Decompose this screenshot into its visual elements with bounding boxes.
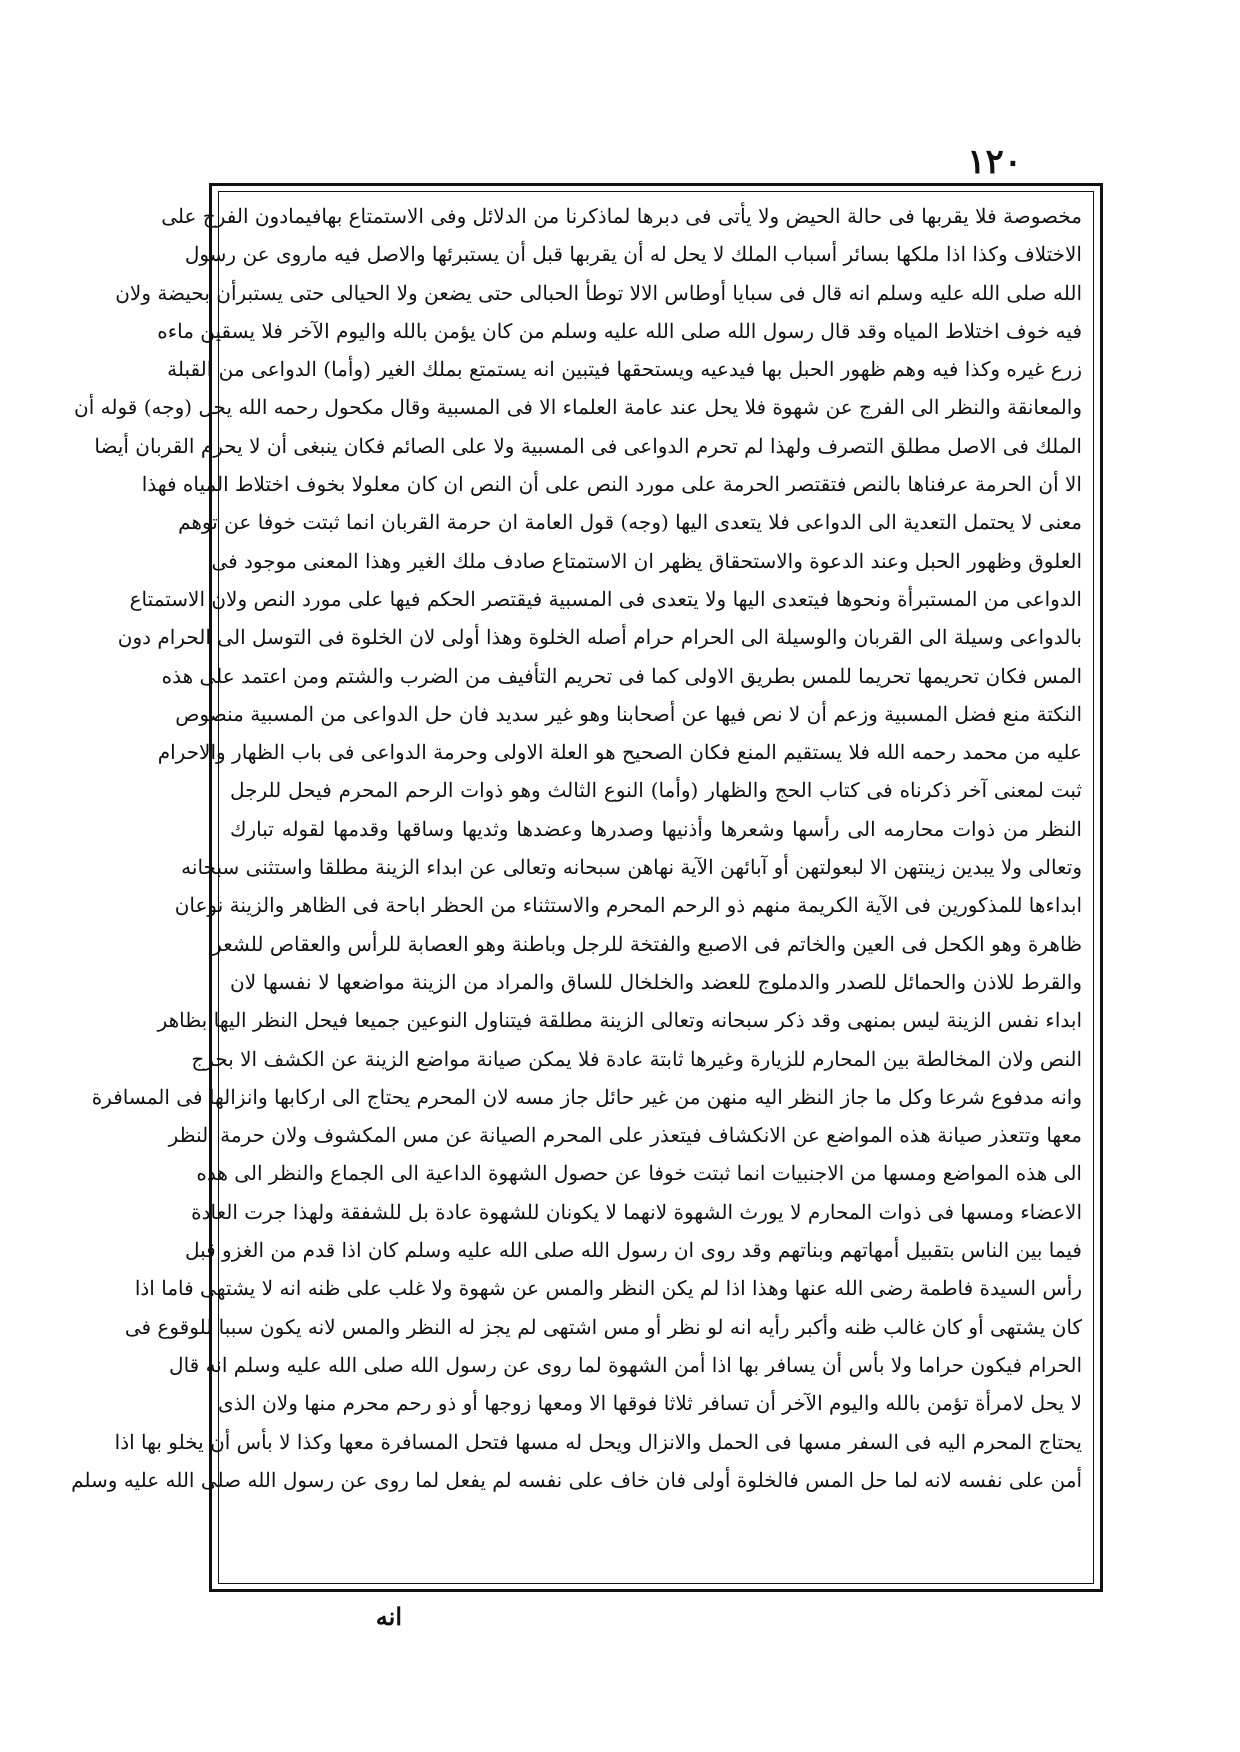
text-line: وانه مدفوع شرعا وكل ما جاز النظر اليه منهن من غير حائل جاز مسه لان المحرم يحتاج الى اركابها وانزالها فى المسافرة bbox=[91, 1084, 1082, 1109]
text-line: الى هذه المواضع ومسها من الاجنبيات انما ثبتت خوفا عن حصول الشهوة الداعية الى الجماع والنظر الى هذه bbox=[196, 1161, 1082, 1186]
text-line: الله صلى الله عليه وسلم انه قال فى سبايا أوطاس الالا توطأ الحبالى حتى يضعن ولا الحيالى حتى يستبرأن بحيضة ولان bbox=[115, 280, 1082, 305]
text-line: المس فكان تحريمها تحريما للمس بطريق الاولى كما فى تحريم التأفيف من الضرب والشتم ومن اعتمد على هذه bbox=[161, 663, 1082, 688]
text-line: ابداء نفس الزينة ليس بمنهى وقد ذكر سبحانه وتعالى الزينة مطلقة فيتناول النوعين جميعا فيحل النظر اليها بظاهر bbox=[157, 1008, 1082, 1033]
text-line: النظر من ذوات محارمه الى رأسها وشعرها وأذنيها وصدرها وعضدها وثديها وساقها وقدمها لقوله تبارك bbox=[230, 816, 1082, 841]
text-line: ظاهرة وهو الكحل فى العين والخاتم فى الاصبع والفتخة للرجل وباطنة وهو العصابة للرأس والعقاص للشعر bbox=[212, 931, 1082, 956]
catchword: انه bbox=[375, 1602, 402, 1631]
text-line: لا يحل لامرأة تؤمن بالله واليوم الآخر أن تسافر ثلاثا فوقها الا ومعها زوجها أو ذو رحم محرم منها ولان الذى bbox=[217, 1391, 1082, 1416]
text-line: الملك فى الاصل مطلق التصرف ولهذا لم تحرم الدواعى فى المسبية ولا على الصائم فكان ينبغى أن لا يحرم القربان أيضا bbox=[94, 433, 1082, 458]
text-line: الحرام فيكون حراما ولا بأس أن يسافر بها اذا أمن الشهوة لما روى عن رسول الله صلى الله عليه وسلم انه قال bbox=[169, 1352, 1082, 1377]
main-text bbox=[71, 197, 1086, 1577]
text-line: ثبت لمعنى آخر ذكرناه فى كتاب الحج والظهار (وأما) النوع الثالث وهو ذوات الرحم المحرم فيحل للرجل bbox=[230, 778, 1082, 803]
text-line: ابداءها للمذكورين فى الآية الكريمة منهم ذو الرحم المحرم والاستثناء من الحظر اباحة فى الظاهر والزينة نوعان bbox=[174, 893, 1082, 918]
text-line: معها وتتعذر صيانة هذه المواضع عن الانكشاف فيتعذر على المحرم الصيانة عن مس المكشوف ولان حرمة النظر bbox=[168, 1123, 1082, 1148]
text-line bbox=[230, 1537, 1082, 1575]
text-line: مخصوصة فلا يقربها فى حالة الحيض ولا يأتى فى دبرها لماذكرنا من الدلائل وفى الاستمتاع بهافيمادون الفرج على bbox=[161, 204, 1082, 228]
text-line: معنى لا يحتمل التعدية الى الدواعى فلا يتعدى اليها (وجه) قول العامة ان حرمة القربان انما ثبتت خوفا عن توهم bbox=[178, 510, 1082, 535]
text-line: وتعالى ولا يبدين زينتهن الا لبعولتهن أو آبائهن الآية نهاهن سبحانه وتعالى عن ابداء الزينة مطلقا واستثنى سبحانه bbox=[181, 855, 1082, 880]
text-line: زرع غيره وكذا فيه وهم ظهور الحبل بها فيدعيه ويستحقها فيتبين انه يستمتع بملك الغير (وأما) الدواعى من القبلة bbox=[167, 357, 1082, 382]
text-line: النكتة منع فضل المسبية وزعم أن لا نص فيها عن أصحابنا وهو غير سديد فان حل الدواعى من المسبية منصوص bbox=[175, 701, 1082, 726]
page-number: ١٢٠ bbox=[967, 142, 1022, 182]
text-line: الدواعى من المستبرأة ونحوها فيتعدى اليها ولا يتعدى فى المسبية فيقتصر الحكم فيها على مورد النص ولان الاستمتاع bbox=[129, 586, 1082, 611]
text-line bbox=[230, 1499, 1082, 1537]
text-line: الاختلاف وكذا اذا ملكها بسائر أسباب الملك لا يحل له أن يقربها قبل أن يستبرئها والاصل فيه ماروى عن رسول bbox=[184, 242, 1082, 267]
text-line: كان يشتهى أو كان غالب ظنه وأكبر رأيه انه لو نظر أو مس اشتهى لم يجز له النظر والمس لانه يكون سببا للوقوع فى bbox=[124, 1314, 1082, 1339]
text-line: عليه من محمد رحمه الله فلا يستقيم المنع فكان الصحيح هو العلة الاولى وحرمة الدواعى فى باب الظهار والاحرام bbox=[157, 740, 1082, 765]
text-line: والقرط للاذن والحمائل للصدر والدملوج للعضد والخلخال للساق والمراد من الزينة مواضعها لا نفسها لان bbox=[230, 969, 1082, 994]
text-line: يحتاج المحرم اليه فى السفر مسها فى الحمل والانزال ويحل له مسها فتحل المسافرة معها وكذا لا بأس أن يخلو بها اذا bbox=[114, 1429, 1082, 1454]
text-line: الاعضاء ومسها فى ذوات المحارم لا يورث الشهوة لانهما لا يكونان للشهوة عادة بل للشفقة ولهذا جرت العادة bbox=[191, 1199, 1082, 1224]
text-line: فيما بين الناس بتقبيل أمهاتهم وبناتهم وقد روى ان رسول الله صلى الله عليه وسلم كان اذا قدم من الغزو قبل bbox=[184, 1238, 1082, 1263]
text-line: أمن على نفسه لانه لما حل المس فالخلوة أولى فان خاف على نفسه لم يفعل لما روى عن رسول الله صلى الله عليه وسلم bbox=[71, 1467, 1082, 1492]
text-line: رأس السيدة فاطمة رضى الله عنها وهذا اذا لم يكن النظر والمس عن شهوة ولا غلب على ظنه انه لا يشتهى فاما اذا bbox=[134, 1276, 1082, 1301]
text-line: والمعانقة والنظر الى الفرج عن شهوة فلا يحل عند عامة العلماء الا فى المسبية وقال مكحول رحمه الله يحل (وجه) قوله أن bbox=[74, 395, 1082, 420]
text-line: بالدواعى وسيلة الى القربان والوسيلة الى الحرام حرام أصله الخلوة وهذا أولى لان الخلوة فى التوسل الى الحرام دون bbox=[117, 625, 1082, 650]
text-line: الا أن الحرمة عرفناها بالنص فتقتصر الحرمة على مورد النص على أن النص ان كان معلولا بخوف اختلاط المياه فهذا bbox=[141, 472, 1082, 497]
text-line: النص ولان المخالطة بين المحارم للزيارة وغيرها ثابتة عادة فلا يمكن صيانة مواضع الزينة عن الكشف الا بحرج bbox=[191, 1046, 1082, 1071]
text-line: العلوق وظهور الحبل وعند الدعوة والاستحقاق يظهر ان الاستمتاع صادف ملك الغير وهذا المعنى موجود فى bbox=[211, 548, 1082, 573]
text-line: فيه خوف اختلاط المياه وقد قال رسول الله صلى الله عليه وسلم من كان يؤمن بالله واليوم الآخر فلا يسقين ماءه bbox=[157, 318, 1082, 343]
